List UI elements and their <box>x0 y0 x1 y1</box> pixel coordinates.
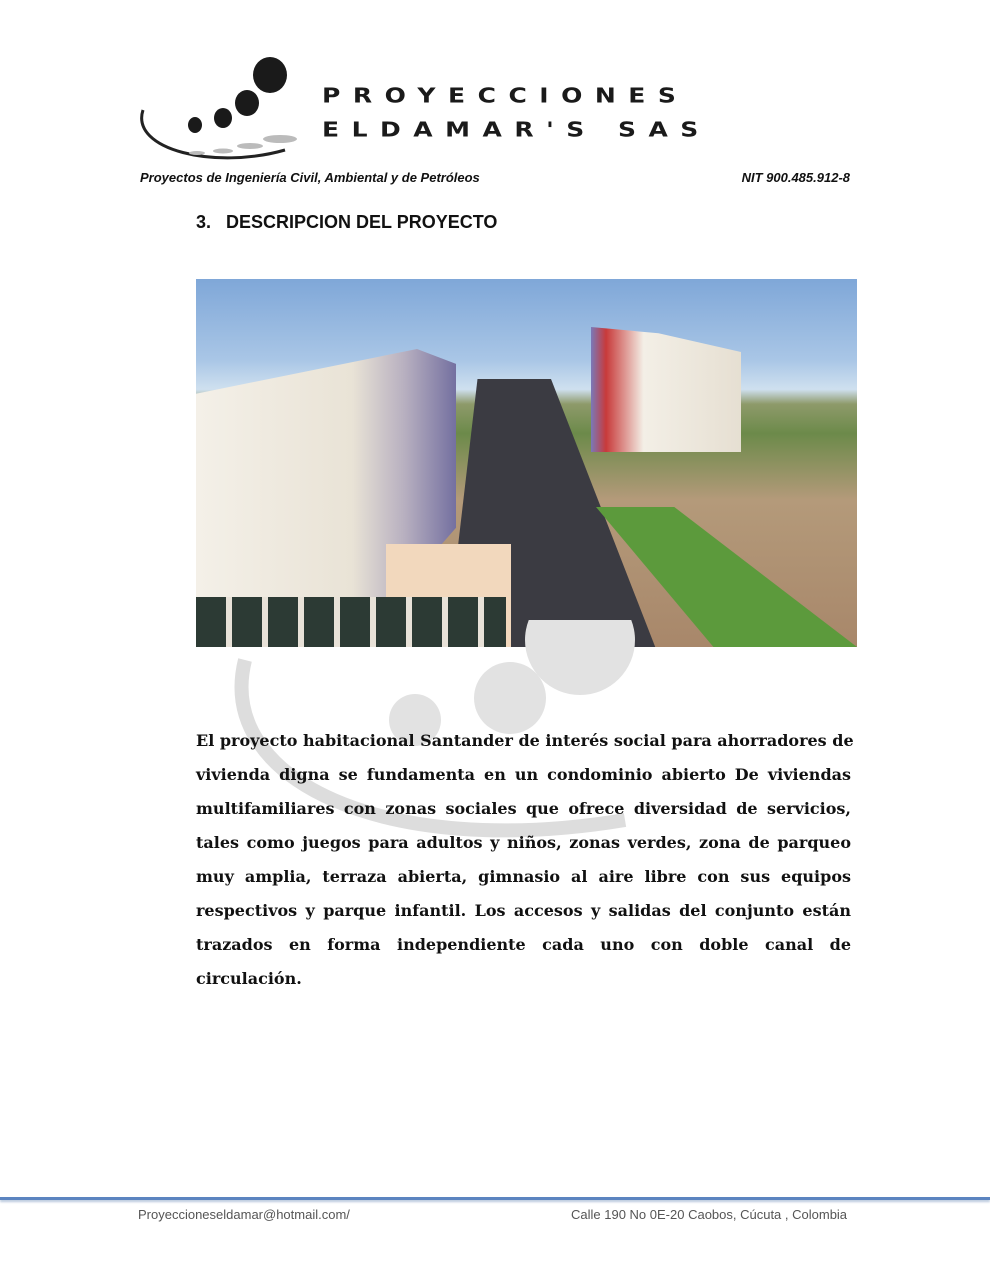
paragraph-line: multifamiliares con zonas sociales que ofrece diversidad de servicios, <box>196 799 851 818</box>
paragraph-line: vivienda digna se fundamenta en un condominio abierto De viviendas <box>196 765 851 784</box>
footer-divider <box>0 1197 990 1200</box>
section-heading <box>196 212 497 233</box>
paragraph-line: El proyecto habitacional Santander de interés social para ahorradores de <box>196 731 854 750</box>
footer-address: Calle 190 No 0E-20 Caobos, Cúcuta , Colombia <box>571 1207 848 1222</box>
brand-name-line1: PROYECCIONES <box>322 84 689 108</box>
project-description <box>196 724 854 996</box>
paragraph-line: muy amplia, terraza abierta, gimnasio al aire libre con sus equipos <box>196 867 851 886</box>
section-title: DESCRIPCION DEL PROYECTO <box>226 212 498 232</box>
project-rendering-image <box>196 279 857 647</box>
paragraph-line: circulación. <box>196 969 302 988</box>
company-logo <box>135 55 300 170</box>
paragraph-line: tales como juegos para adultos y niños, zonas verdes, zona de parqueo <box>196 833 851 852</box>
company-tagline: Proyectos de Ingeniería Civil, Ambiental y de Petróleos <box>140 170 480 185</box>
paragraph-line: respectivos y parque infantil. Los accesos y salidas del conjunto están <box>196 901 851 920</box>
brand-name-line2: ELDAMAR'S SAS <box>322 118 711 142</box>
footer-email: Proyeccioneseldamar@hotmail.com/ <box>138 1207 350 1222</box>
paragraph-line: trazados en forma independiente cada uno con doble canal de <box>196 935 851 954</box>
right-building-shape <box>591 327 741 452</box>
section-number: 3. <box>196 212 212 232</box>
company-nit: NIT 900.485.912-8 <box>741 170 850 185</box>
